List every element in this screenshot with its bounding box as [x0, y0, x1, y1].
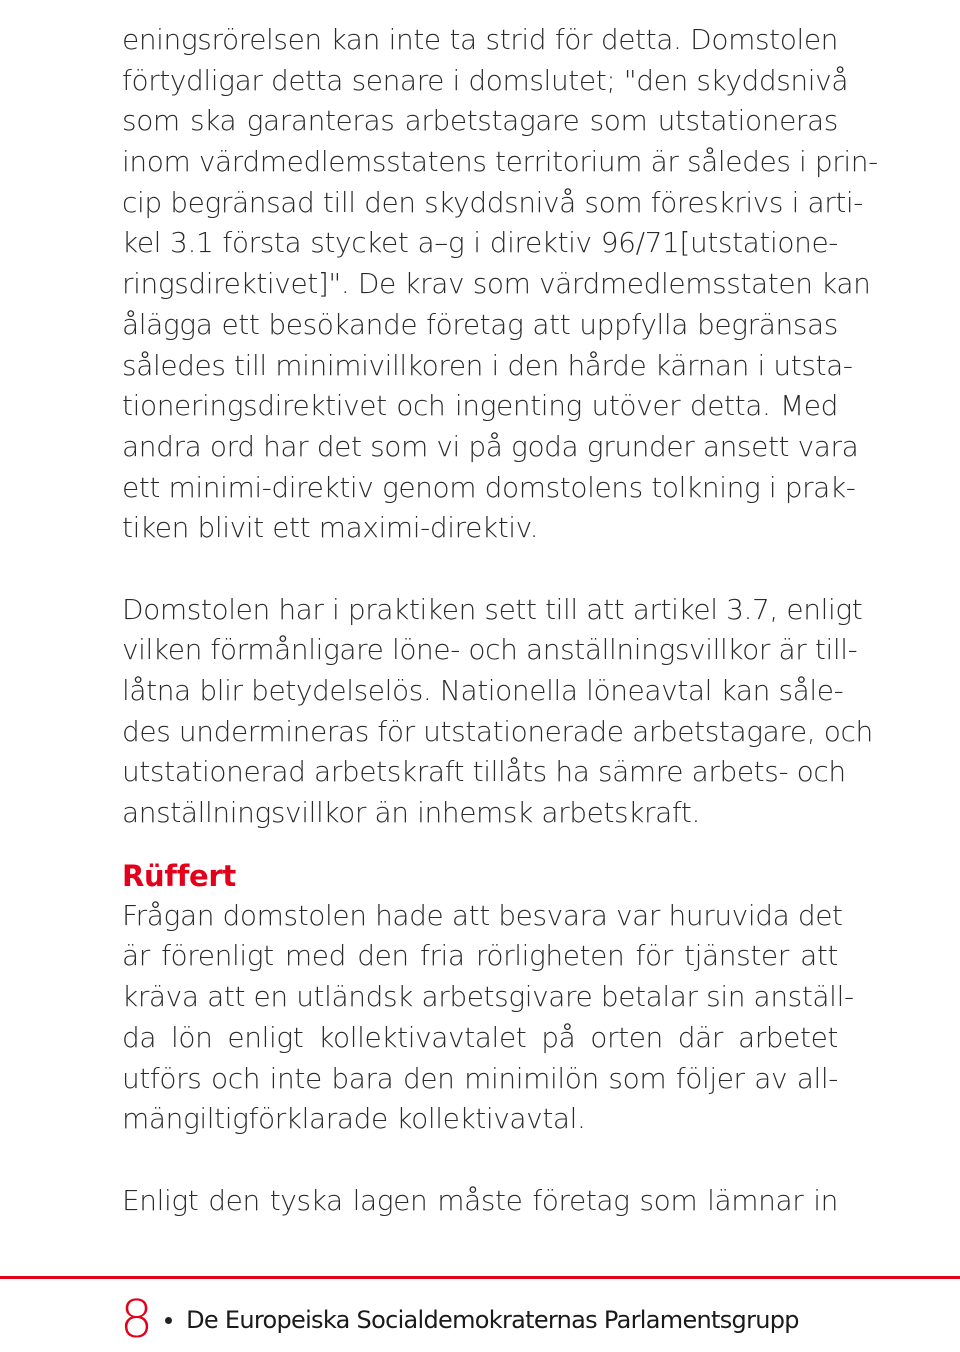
text-line: utförs och inte bara den minimilön som följer av all-	[122, 1061, 838, 1095]
text-line: kel 3.1 första stycket a–g i direktiv 96/71[utstatione-	[122, 226, 838, 260]
paragraph-2	[122, 590, 873, 834]
text-line: således till minimivillkoren i den hårde kärnan i utsta-	[122, 348, 853, 382]
text-line: andra ord har det som vi på goda grunder ansett vara	[122, 429, 859, 463]
text-line: låtna blir betydelselös. Nationella löneavtal kan såle-	[122, 674, 844, 707]
footer-divider	[0, 1276, 960, 1279]
text-line: utstationerad arbetskraft tillåts ha sämre arbets- och	[122, 755, 846, 789]
text-line: anställningsvillkor än inhemsk arbetskraft.	[122, 796, 700, 830]
paragraph-3	[122, 896, 854, 1140]
text-line: Frågan domstolen hade att besvara var huruvida det	[122, 898, 843, 932]
paragraph-4	[122, 1181, 838, 1222]
text-line: förtydligar detta senare i domslutet; "den skyddsnivå	[122, 63, 849, 97]
paragraph-1	[122, 20, 878, 549]
text-line: mängiltigförklarade kollektivavtal.	[122, 1102, 586, 1136]
bullet-separator-icon	[165, 1317, 172, 1324]
text-line: eningsrörelsen kan inte ta strid för detta. Domstolen	[122, 23, 838, 56]
text-line: som ska garanteras arbetstagare som utstationeras	[122, 104, 838, 138]
text-line: ålägga ett besökande företag att uppfylla begränsas	[122, 307, 838, 341]
text-line: cip begränsad till den skyddsnivå som föreskrivs i arti-	[122, 185, 863, 219]
text-line: ett minimi-direktiv genom domstolens tolkning i prak-	[122, 470, 856, 504]
text-line: des undermineras för utstationerade arbetstagare, och	[122, 714, 873, 748]
paragraph-spacer	[122, 1140, 838, 1181]
text-line: Enligt den tyska lagen måste företag som lämnar in	[122, 1183, 838, 1217]
text-line: kräva att en utländsk arbetsgivare betalar sin anställ-	[122, 980, 854, 1014]
publisher-name: De Europeiska Socialdemokraternas Parlamentsgrupp	[186, 1306, 799, 1334]
text-line: tioneringsdirektivet och ingenting utöver detta. Med	[122, 389, 838, 423]
paragraph-spacer	[122, 549, 838, 590]
text-line: inom värdmedlemsstatens territorium är således i prin-	[122, 145, 878, 179]
text-line: vilken förmånligare löne- och anställningsvillkor är till-	[122, 633, 858, 667]
page-body	[122, 20, 878, 1221]
page-number: 8	[120, 1290, 154, 1350]
text-line: tiken blivit ett maximi-direktiv.	[122, 511, 539, 545]
text-line: är förenligt med den fria rörligheten för tjänster att	[122, 939, 838, 973]
text-line: Domstolen har i praktiken sett till att artikel 3.7, enligt	[122, 592, 863, 626]
page-footer	[120, 1288, 799, 1352]
text-line: ringsdirektivet]". De krav som värdmedlemsstaten kan	[122, 267, 871, 301]
text-line: da lön enligt kollektivavtalet på orten där arbetet	[122, 1020, 838, 1054]
section-heading: Rüffert	[122, 858, 236, 893]
